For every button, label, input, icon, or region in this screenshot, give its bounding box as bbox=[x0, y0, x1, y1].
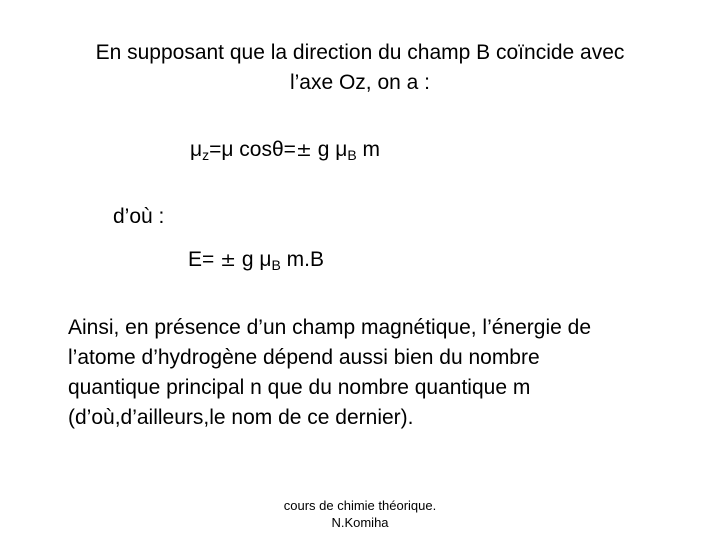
eq1-subscript-b: B bbox=[347, 147, 357, 163]
eq1-middle: =μ cosθ= bbox=[209, 138, 296, 161]
eq2-tail: m.B bbox=[280, 248, 324, 271]
eq1-plus-minus: ± bbox=[295, 139, 312, 161]
paragraph-line-4: (d’où,d’ailleurs,le nom de ce dernier). bbox=[68, 406, 414, 429]
paragraph-line-2: l’atome d’hydrogène dépend aussi bien du nombre bbox=[68, 346, 540, 369]
paragraph-line-1: Ainsi, en présence d’un champ magnétique, l’énergie de bbox=[68, 316, 592, 339]
eq2-subscript-b: B bbox=[271, 257, 281, 273]
eq1-mu: μ bbox=[190, 138, 203, 161]
intro-line-1: En supposant que la direction du champ B coïncide avec bbox=[95, 41, 625, 64]
eq1-subscript-z: z bbox=[202, 147, 210, 163]
dou-label: d’où : bbox=[113, 205, 165, 228]
slide-footer bbox=[0, 497, 720, 531]
eq2-g-mu: g μ bbox=[236, 248, 272, 271]
eq2-plus-minus: ± bbox=[220, 249, 237, 271]
footer-author: N.Komiha bbox=[331, 515, 389, 530]
eq2-prefix: E= bbox=[188, 248, 221, 271]
footer-course: cours de chimie théorique. bbox=[283, 498, 437, 513]
paragraph-line-3: quantique principal n que du nombre quantique m bbox=[68, 376, 531, 399]
eq1-tail: m bbox=[356, 138, 380, 161]
explanation-paragraph bbox=[68, 313, 688, 433]
intro-line-2: l’axe Oz, on a : bbox=[289, 71, 431, 94]
equation-energy bbox=[188, 248, 324, 272]
eq1-g-mu: g μ bbox=[311, 138, 348, 161]
equation-mu-z bbox=[190, 138, 380, 162]
intro-text bbox=[0, 38, 720, 98]
